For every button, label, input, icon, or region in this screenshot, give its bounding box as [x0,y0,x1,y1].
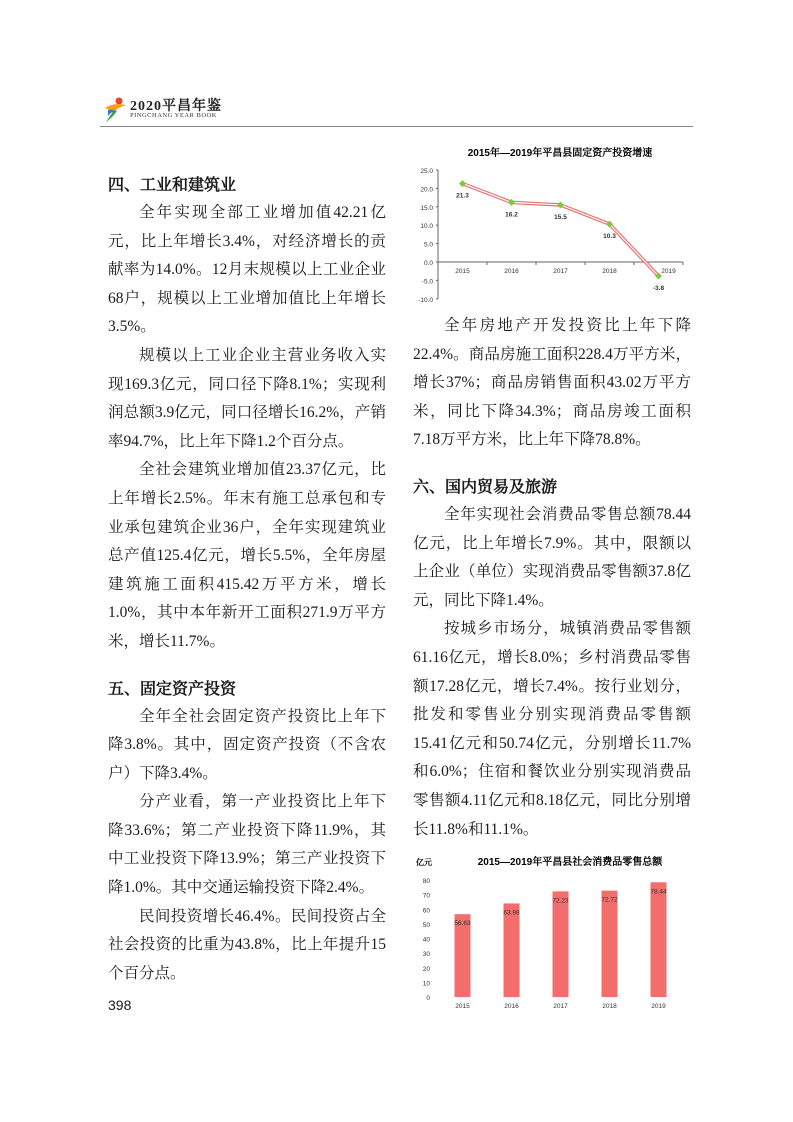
x-tick-label: 2016 [504,1003,519,1011]
y-tick-label: 70 [422,892,430,900]
data-label: 72.23 [552,897,569,905]
y-tick-label: 25.0 [420,168,433,175]
paragraph: 全年全社会固定资产投资比上年下降3.8%。其中，固定资产投资（不含农户）下降3.4%。 [108,707,386,782]
data-label: 72.72 [601,896,618,904]
y-tick-label: -10.0 [418,296,433,304]
x-tick-label: 2019 [661,268,676,275]
x-tick-label: 2017 [553,268,568,275]
y-tick-label: 30 [422,951,430,959]
y-tick-label: 40 [422,936,430,944]
chart-title: 2015年—2019年平昌县固定资产投资增速 [467,148,653,159]
y-axis-unit: 亿元 [416,858,432,868]
data-label: 63.98 [503,909,520,917]
bar [602,891,618,997]
y-tick-label: 0 [426,995,430,1003]
y-tick-label: 0.0 [423,260,433,267]
y-tick-label: 10.0 [420,223,433,231]
bar [553,891,569,997]
page-number: 398 [108,997,132,1014]
y-tick-label: 80 [422,878,430,886]
paragraph: 按城乡市场分，城镇消费品零售额61.16亿元，增长8.0%；乡村消费品零售额17.28亿元，增长7.4%。按行业划分，批发和零售业分别实现消费品零售额15.41亿元和50.74亿元，分别增长11.7%和6.0%；住宿和餐饮业分别实现消费品零售额4.11亿元和8.18亿元，同比分别增长11.8%和11.1%。 [413,620,691,838]
data-label: 10.3 [603,233,616,241]
data-label: 56.63 [454,920,471,928]
yearbook-logo-icon [102,96,128,124]
x-tick-label: 2018 [602,268,617,275]
left-column-wrapper [108,171,386,1014]
fixed-asset-growth-line-chart [410,140,700,305]
data-label: 78.44 [650,888,667,896]
y-tick-label: 15.0 [420,204,433,212]
x-tick-label: 2015 [455,1003,470,1011]
retail-sales-bar-chart [410,850,700,1015]
section-heading-trade: 六、国内贸易及旅游 [413,476,558,496]
x-tick-label: 2018 [602,1003,617,1011]
y-tick-label: 5.0 [423,241,433,249]
x-tick-label: 2017 [553,1003,568,1011]
y-tick-label: 50 [422,921,430,929]
y-tick-label: 20 [422,965,430,973]
y-tick-label: 20.0 [420,186,433,194]
paragraph: 全社会建筑业增加值23.37亿元，比上年增长2.5%。年末有施工总承包和专业承包建筑企业36户，全年实现建筑业总产值125.4亿元，增长5.5%，全年房屋建筑施工面积415.42万平方米，增长1.0%，其中本年新开工面积271.9万平方米，增长11.7%。 [108,461,386,650]
data-label: 16.2 [505,211,518,219]
data-label: 21.3 [456,192,469,200]
y-tick-label: 10 [422,980,430,988]
page-header [100,92,693,127]
x-tick-label: 2015 [455,268,470,275]
section-heading-industry: 四、工业和建筑业 [108,175,237,194]
chart-title: 2015—2019年平昌县社会消费品零售总额 [477,857,663,869]
x-tick-label: 2019 [651,1003,666,1011]
data-label: 15.5 [554,213,567,221]
bar [504,904,520,998]
paragraph: 分产业看，第一产业投资比上年下降33.6%；第二产业投资下降11.9%，其中工业投资下降13.9%；第三产业投资下降1.0%。其中交通运输投资下降2.4%。 [108,793,386,897]
y-tick-label: -5.0 [421,278,433,286]
bar [651,882,667,997]
paragraph: 民间投资增长46.4%。民间投资占全社会投资的比重为43.8%，比上年提升15个百分点。 [108,907,386,982]
paragraph: 全年实现社会消费品零售总额78.44亿元，比上年增长7.9%。其中，限额以上企业（单位）实现消费品零售额37.8亿元，同比下降1.4%。 [413,505,691,609]
paragraph: 全年房地产开发投资比上年下降22.4%。商品房施工面积228.4万平方米，增长37%；商品房销售面积43.02万平方米，同比下降34.3%；商品房竣工面积7.18万平方米，比上年下降78.8%。 [413,317,691,449]
paragraph: 规模以上工业企业主营业务收入实现169.3亿元，同口径下降8.1%；实现利润总额3.9亿元，同口径增长16.2%，产销率94.7%，比上年下降1.2个百分点。 [108,346,386,450]
data-label: -3.8 [652,284,665,292]
yearbook-title: 2020平昌年鉴 [130,99,222,114]
section-heading-fixed-assets: 五、固定资产投资 [108,678,237,698]
y-tick-label: 60 [422,907,430,915]
left-column [108,171,386,988]
yearbook-subtitle: PINGCHANG YEAR BOOK [130,112,217,119]
x-tick-label: 2016 [504,268,519,275]
paragraph: 全年实现全部工业增加值42.21亿元，比上年增长3.4%，对经济增长的贡献率为14.0%。12月末规模以上工业企业68户，规模以上工业增加值比上年增长3.5%。 [108,204,386,336]
right-column-wrapper [410,140,700,1015]
right-column [413,312,691,844]
